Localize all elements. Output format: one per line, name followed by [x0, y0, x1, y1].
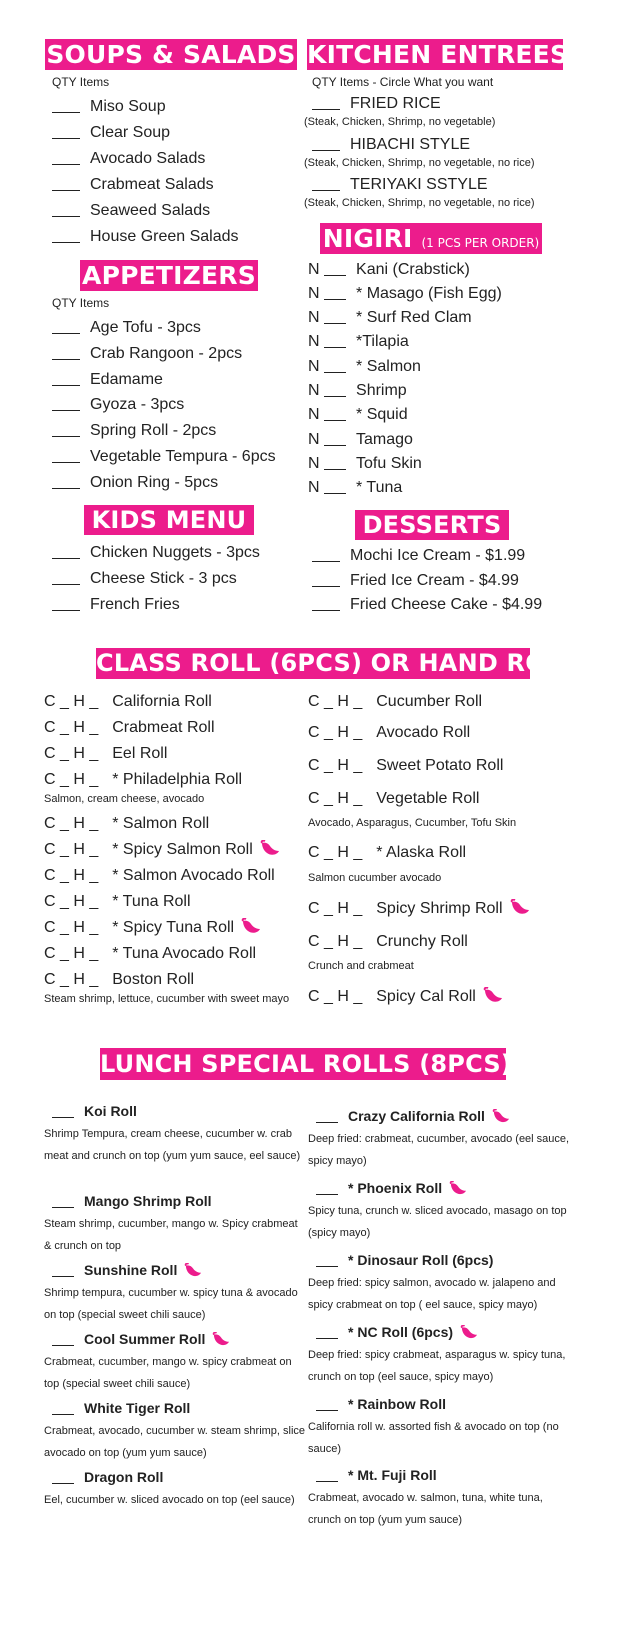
lunch-item-name: Sunshine Roll — [52, 1262, 203, 1282]
item-note: Steam shrimp, lettuce, cucumber with sweet mayo — [44, 993, 290, 1005]
list-item: FRIED RICE — [312, 94, 441, 114]
chili-pepper-icon — [491, 1109, 511, 1128]
lunch-item-desc: Steam shrimp, cucumber, mango w. Spicy crabmeat & crunch on top — [44, 1218, 298, 1252]
lunch-item-desc: California roll w. assorted fish & avocado on top (no sauce) — [308, 1421, 559, 1455]
lunch-item-name: Crazy California Roll — [316, 1108, 511, 1128]
chili-pepper-icon — [448, 1181, 468, 1200]
desserts-header: DESSERTS — [355, 510, 509, 540]
list-item: C _ H _ Crabmeat Roll — [44, 719, 215, 736]
lunch-item-name: * Mt. Fuji Roll — [316, 1467, 437, 1483]
lunch-item-desc: Shrimp Tempura, cream cheese, cucumber w. crab meat and crunch on top (yum yum sauce, eel sauce) — [44, 1128, 301, 1162]
item-note: Avocado, Asparagus, Cucumber, Tofu Skin — [308, 817, 517, 829]
list-item: C _ H _ * Salmon Avocado Roll — [44, 867, 275, 884]
lunch-item-name: * Rainbow Roll — [316, 1396, 446, 1412]
list-item: C _ H _ Sweet Potato Roll — [308, 757, 504, 774]
lunch-item-desc: Crabmeat, cucumber, mango w. spicy crabmeat on top (special sweet chili sauce) — [44, 1356, 292, 1390]
list-item: House Green Salads — [52, 227, 239, 247]
list-item: N Tofu Skin — [308, 455, 422, 472]
item-note: Salmon, cream cheese, avocado — [44, 793, 205, 805]
list-item: Fried Ice Cream - $4.99 — [312, 571, 519, 591]
list-item: Fried Cheese Cake - $4.99 — [312, 595, 542, 615]
list-item: Onion Ring - 5pcs — [52, 473, 218, 493]
lunch-item-desc: Shrimp tempura, cucumber w. spicy tuna & avocado on top (special sweet chili sauce) — [44, 1287, 298, 1321]
lunch-item-name: Mango Shrimp Roll — [52, 1193, 212, 1209]
lunch-item-desc: Crabmeat, avocado w. salmon, tuna, white tuna, crunch on top (yum yum sauce) — [308, 1492, 543, 1526]
list-item: TERIYAKI SSTYLE — [312, 175, 488, 195]
list-item: N * Salmon — [308, 358, 421, 375]
list-item: Chicken Nuggets - 3pcs — [52, 543, 260, 563]
item-note: Salmon cucumber avocado — [308, 872, 442, 884]
list-item: Avocado Salads — [52, 149, 205, 169]
chili-pepper-icon — [183, 1263, 203, 1282]
list-item: C _ H _ Eel Roll — [44, 745, 168, 762]
chili-pepper-icon — [211, 1332, 231, 1351]
lunch-item-desc: Deep fried: spicy crabmeat, asparagus w. spicy tuna, crunch on top (eel sauce, spicy mayo) — [308, 1349, 566, 1383]
list-item: HIBACHI STYLE — [312, 135, 470, 155]
list-item: N Kani (Crabstick) — [308, 261, 470, 278]
appetizers-header: APPETIZERS — [80, 260, 258, 291]
list-item: Age Tofu - 3pcs — [52, 318, 201, 338]
list-item: C _ H _ * Tuna Roll — [44, 893, 191, 910]
kids-header: KIDS MENU — [84, 505, 254, 535]
lunch-item-name: Cool Summer Roll — [52, 1331, 231, 1351]
list-item: N Shrimp — [308, 382, 407, 399]
lunch-item-name: White Tiger Roll — [52, 1400, 190, 1416]
list-item: C _ H _ * Spicy Salmon Roll — [44, 840, 281, 864]
list-item: French Fries — [52, 595, 180, 615]
list-item: C _ H _ Spicy Shrimp Roll — [308, 899, 531, 923]
lunch-item-desc: Spicy tuna, crunch w. sliced avocado, masago on top (spicy mayo) — [308, 1205, 567, 1239]
kitchen-qty-label: QTY Items - Circle What you want — [312, 75, 494, 89]
lunch-item-desc: Deep fried: spicy salmon, avocado w. jalapeno and spicy crabmeat on top ( eel sauce, spicy mayo) — [308, 1277, 556, 1311]
list-item: Edamame — [52, 370, 163, 390]
lunch-header: LUNCH SPECIAL ROLLS (8PCS) — [100, 1050, 512, 1078]
list-item: Clear Soup — [52, 123, 170, 143]
nigiri-header — [320, 223, 542, 254]
soups-header: SOUPS & SALADS — [46, 40, 296, 69]
list-item: C _ H _ Spicy Cal Roll — [308, 987, 504, 1011]
list-item: C _ H _ Avocado Roll — [308, 724, 471, 741]
list-item: N * Surf Red Clam — [308, 309, 472, 326]
list-item: Mochi Ice Cream - $1.99 — [312, 546, 525, 566]
list-item: Vegetable Tempura - 6pcs — [52, 447, 276, 467]
chili-pepper-icon — [509, 899, 531, 923]
item-note: (Steak, Chicken, Shrimp, no vegetable, no rice) — [304, 157, 535, 169]
item-note: Crunch and crabmeat — [308, 960, 414, 972]
item-note: (Steak, Chicken, Shrimp, no vegetable) — [304, 116, 496, 128]
kitchen-header: KITCHEN ENTREES — [307, 40, 569, 69]
list-item: Spring Roll - 2pcs — [52, 421, 216, 441]
list-item: C _ H _ * Alaska Roll — [308, 844, 467, 861]
chili-pepper-icon — [240, 918, 262, 942]
list-item: C _ H _ * Spicy Tuna Roll — [44, 918, 262, 942]
list-item: Miso Soup — [52, 97, 166, 117]
nigiri-subtitle: (1 PCS PER ORDER) — [421, 236, 540, 250]
list-item: N * Masago (Fish Egg) — [308, 285, 502, 302]
item-note: (Steak, Chicken, Shrimp, no vegetable, no rice) — [304, 197, 535, 209]
lunch-item-name: Dragon Roll — [52, 1469, 163, 1485]
list-item: C _ H _ * Philadelphia Roll — [44, 771, 243, 788]
lunch-item-name: * Dinosaur Roll (6pcs) — [316, 1252, 493, 1268]
nigiri-title: NIGIRI — [322, 224, 413, 253]
list-item: C _ H _ Crunchy Roll — [308, 933, 468, 950]
chili-pepper-icon — [459, 1325, 479, 1344]
list-item: N Tamago — [308, 431, 413, 448]
list-item: C _ H _ Boston Roll — [44, 971, 195, 988]
lunch-item-name: * NC Roll (6pcs) — [316, 1324, 479, 1344]
list-item: N * Squid — [308, 406, 408, 423]
list-item: C _ H _ California Roll — [44, 693, 212, 710]
list-item: Crabmeat Salads — [52, 175, 214, 195]
list-item: Cheese Stick - 3 pcs — [52, 569, 237, 589]
lunch-item-desc: Eel, cucumber w. sliced avocado on top (eel sauce) — [44, 1494, 295, 1506]
soups-qty-label: QTY Items — [52, 75, 110, 89]
list-item: Gyoza - 3pcs — [52, 395, 184, 415]
list-item: C _ H _ Cucumber Roll — [308, 693, 483, 710]
chili-pepper-icon — [259, 840, 281, 864]
list-item: C _ H _ * Tuna Avocado Roll — [44, 945, 257, 962]
lunch-item-desc: Crabmeat, avocado, cucumber w. steam shrimp, slice avocado on top (yum yum sauce) — [44, 1425, 306, 1459]
class-roll-header: CLASS ROLL (6PCS) OR HAND ROLL — [96, 649, 577, 677]
list-item: C _ H _ Vegetable Roll — [308, 790, 480, 807]
list-item: N * Tuna — [308, 479, 403, 496]
lunch-item-desc: Deep fried: crabmeat, cucumber, avocado (eel sauce, spicy mayo) — [308, 1133, 570, 1167]
list-item: C _ H _ * Salmon Roll — [44, 815, 210, 832]
lunch-item-name: Koi Roll — [52, 1103, 137, 1119]
lunch-item-name: * Phoenix Roll — [316, 1180, 468, 1200]
list-item: Seaweed Salads — [52, 201, 210, 221]
list-item: N *Tilapia — [308, 333, 409, 350]
chili-pepper-icon — [482, 987, 504, 1011]
list-item: Crab Rangoon - 2pcs — [52, 344, 242, 364]
appetizers-qty-label: QTY Items — [52, 296, 110, 310]
